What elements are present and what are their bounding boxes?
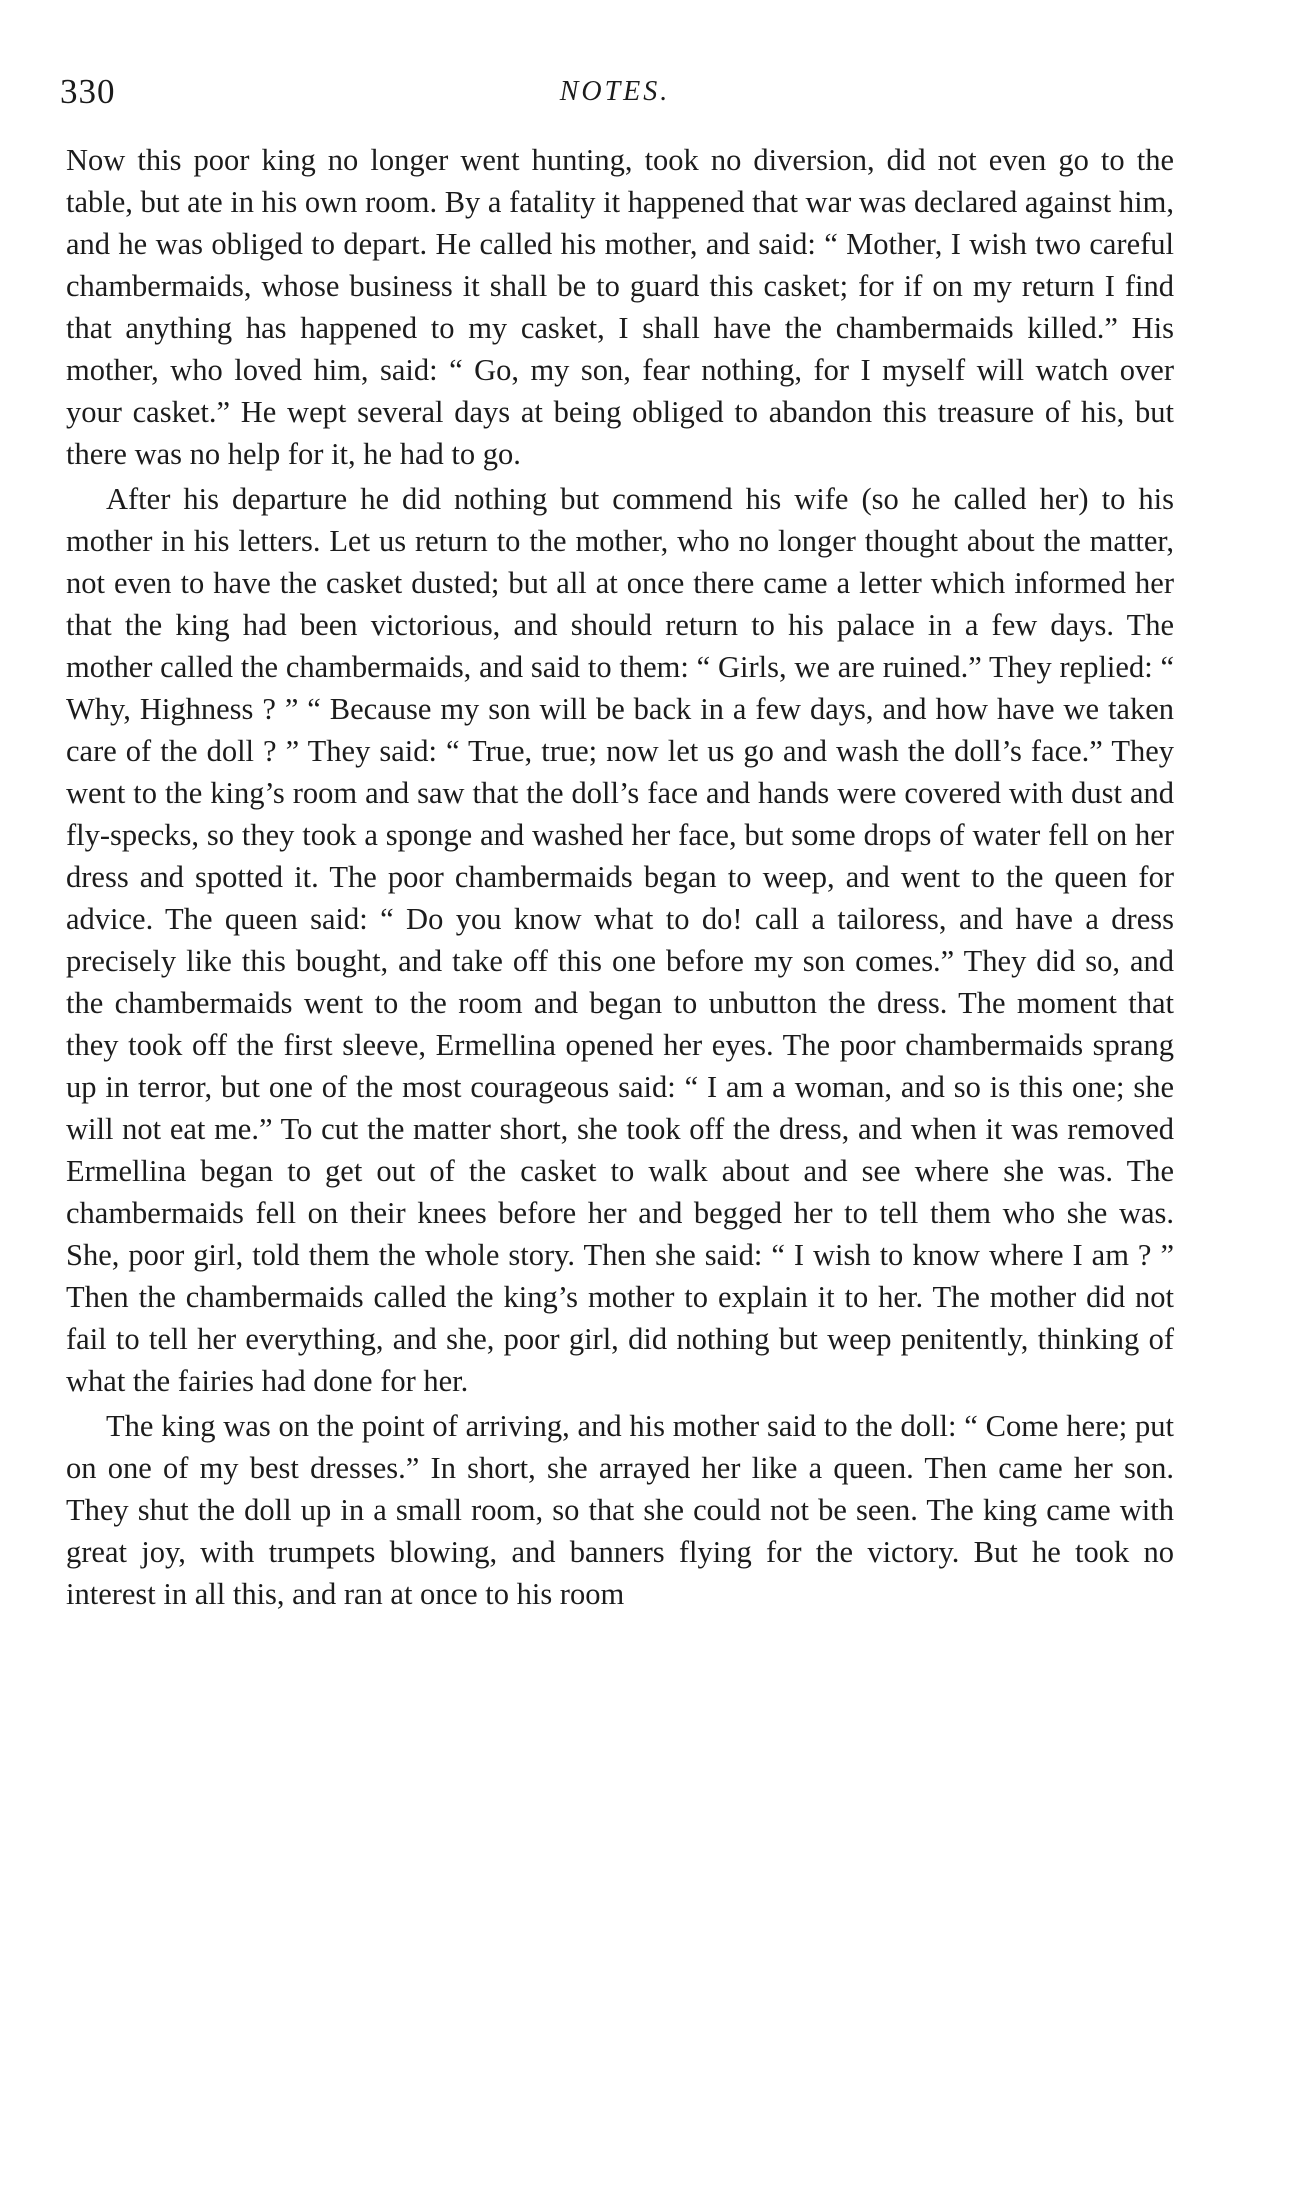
page-header xyxy=(60,72,1170,122)
page-number: 330 xyxy=(60,72,116,111)
paragraph: After his departure he did nothing but commend his wife (so he called her) to his mother in his letters. Let us return to the mother, who no longer thought about the matter, not even to have the casket dusted; but all at once there came a letter which informed her that the king had been victorious, and should return to his palace in a few days. The mother called the chambermaids, and said to them: “ Girls, we are ruined.” They replied: “ Why, Highness ? ” “ Because my son will be back in a few days, and how have we taken care of the doll ? ” They said: “ True, true; now let us go and wash the doll’s face.” They went to the king’s room and saw that the doll’s face and hands were covered with dust and fly-specks, so they took a sponge and washed her face, but some drops of water fell on her dress and spotted it. The poor chambermaids began to weep, and went to the queen for advice. The queen said: “ Do you know what to do! call a tailoress, and have a dress precisely like this bought, and take off this one before my son comes.” They did so, and the chambermaids went to the room and began to unbutton the dress. The moment that they took off the first sleeve, Ermellina opened her eyes. The poor chambermaids sprang up in terror, but one of the most courageous said: “ I am a woman, and so is this one; she will not eat me.” To cut the matter short, she took off the dress, and when it was removed Ermellina began to get out of the casket to walk about and see where she was. The chambermaids fell on their knees before her and begged her to tell them who she was. She, poor girl, told them the whole story. Then she said: “ I wish to know where I am ? ” Then the chambermaids called the king’s mother to explain it to her. The mother did not fail to tell her everything, and she, poor girl, did nothing but weep penitently, thinking of what the fairies had done for her. xyxy=(66,482,1174,1398)
running-head: NOTES. xyxy=(559,76,671,107)
paragraph: Now this poor king no longer went hunting, took no diversion, did not even go to the table, but ate in his own room. By a fatality it happened that war was declared against him, and he was obliged to depart. He called his mother, and said: “ Mother, I wish two careful chambermaids, whose business it shall be to guard this casket; for if on my return I find that anything has happened to my casket, I shall have the chambermaids killed.” His mother, who loved him, said: “ Go, my son, fear nothing, for I myself will watch over your casket.” He wept several days at being obliged to abandon this treasure of his, but there was no help for it, he had to go. xyxy=(66,143,1174,471)
paragraph: The king was on the point of arriving, and his mother said to the doll: “ Come here; put on one of my best dresses.” In short, she arrayed her like a queen. Then came her son. They shut the doll up in a small room, so that she could not be seen. The king came with great joy, with trumpets blowing, and banners flying for the victory. But he took no interest in all this, and ran at once to his room xyxy=(66,1409,1174,1611)
body-text xyxy=(66,139,1174,1615)
